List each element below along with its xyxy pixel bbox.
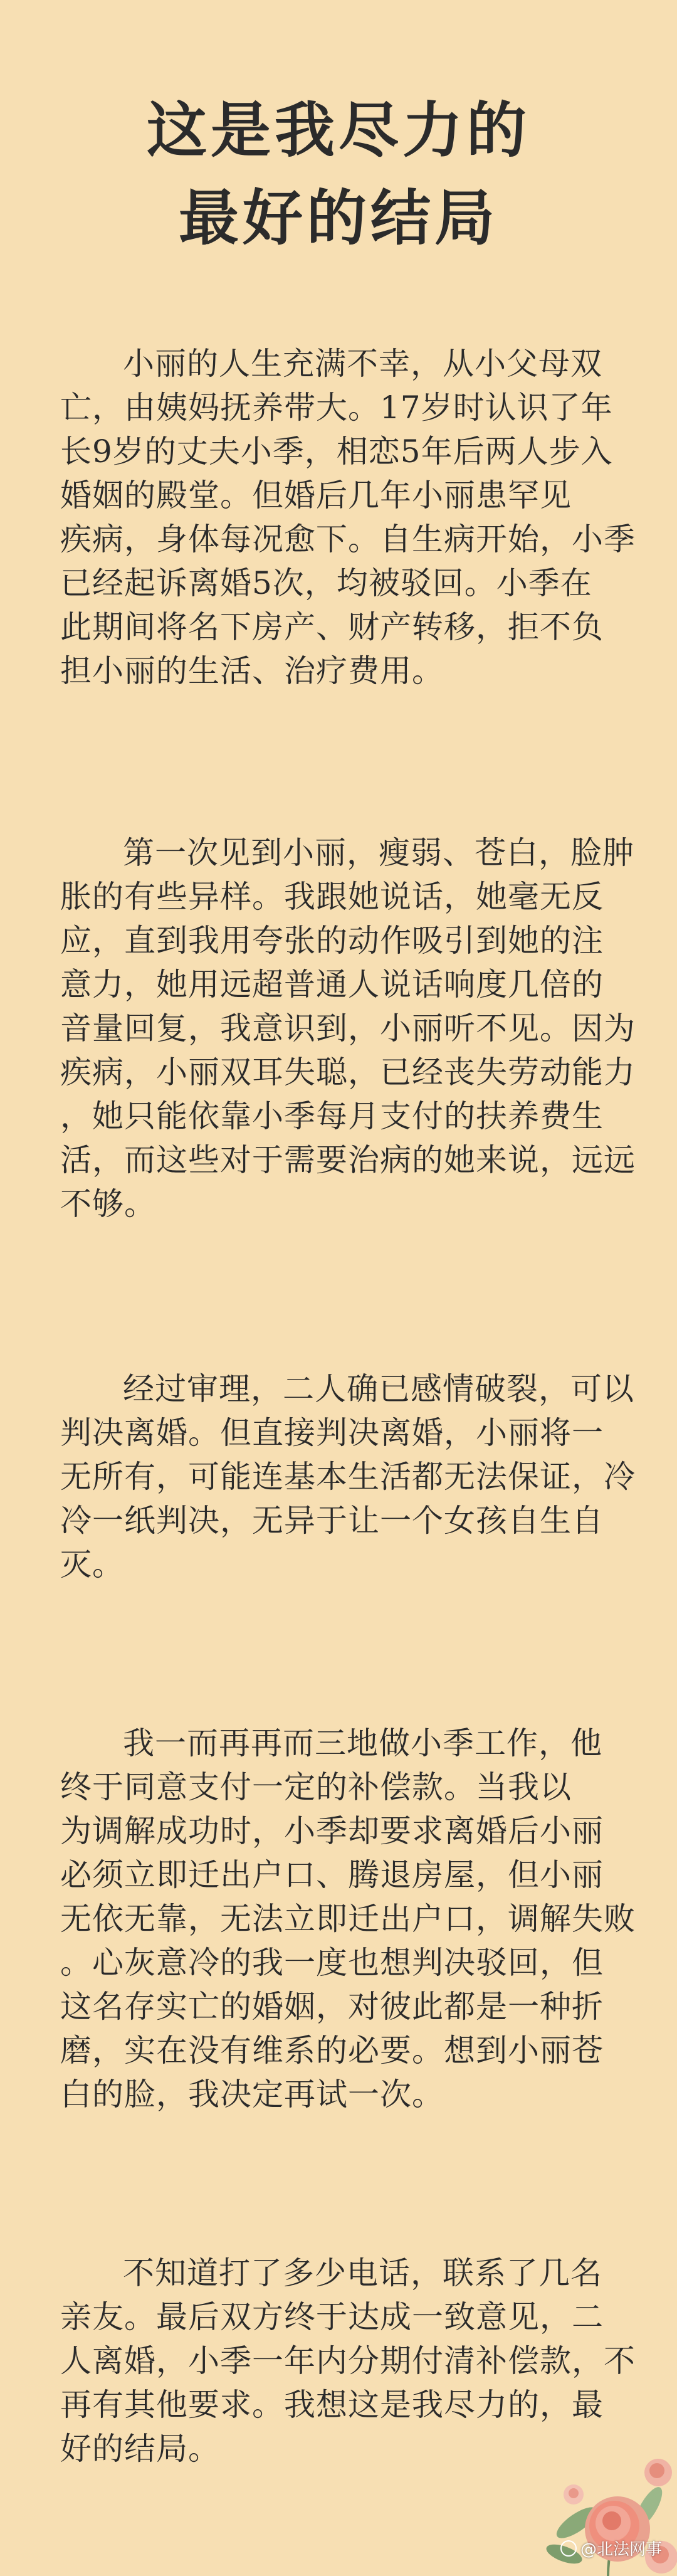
paragraph-line: 判决离婚。但直接判决离婚，小丽将一	[60, 1415, 604, 1451]
paragraph-1	[60, 342, 636, 693]
paragraph-line: 音量回复，我意识到，小丽听不见。因为	[60, 1010, 636, 1047]
paragraph-line: 此期间将名下房产、财产转移，拒不负	[60, 609, 604, 645]
paragraph-line: 不够。	[60, 1186, 156, 1222]
paragraph-line: 白的脸，我决定再试一次。	[60, 2076, 444, 2113]
weibo-logo-icon	[560, 2540, 577, 2557]
paragraph-line: 这名存实亡的婚姻，对彼此都是一种折	[60, 1988, 604, 2025]
paragraph-5	[60, 2251, 636, 2471]
paragraph-line: 无依无靠，无法立即迁出户口，调解失败	[60, 1901, 636, 1937]
watermark-text: @北法网事	[580, 2540, 662, 2559]
paragraph-4	[60, 1721, 636, 2116]
paragraph-line: 人离婚，小季一年内分期付清补偿款，不	[60, 2343, 636, 2379]
paragraph-3	[60, 1367, 636, 1586]
title-line-1: 这是我尽力的	[147, 95, 530, 166]
paragraph-line: 亡，由姨妈抚养带大。17岁时认识了年	[60, 389, 613, 426]
paragraph-line: 好的结局。	[60, 2431, 220, 2467]
watermark	[560, 2536, 662, 2560]
paragraph-line: 我一而再再而三地做小季工作，他	[123, 1725, 602, 1761]
paragraph-line: 冷一纸判决，无异于让一个女孩自生自	[60, 1502, 604, 1539]
paragraph-line: 疾病，身体每况愈下。自生病开始，小季	[60, 521, 636, 557]
paragraph-line: 灭。	[60, 1546, 124, 1583]
title-line-2: 最好的结局	[179, 183, 498, 253]
paragraph-line: 再有其他要求。我想这是我尽力的，最	[60, 2387, 604, 2423]
paragraph-line: 胀的有些异样。我跟她说话，她毫无反	[60, 879, 604, 915]
paragraph-line: 。心灰意冷的我一度也想判决驳回，但	[60, 1945, 604, 1981]
paragraph-line: 已经起诉离婚5次，均被驳回。小季在	[60, 565, 592, 601]
paragraph-line: 疾病，小丽双耳失聪，已经丧失劳动能力	[60, 1054, 636, 1090]
paragraph-line: 小丽的人生充满不幸，从小父母双	[123, 346, 602, 382]
paragraph-2	[60, 831, 636, 1226]
paragraph-line: 亲友。最后双方终于达成一致意见，二	[60, 2299, 604, 2335]
paragraph-line: 意力，她用远超普通人说话响度几倍的	[60, 966, 604, 1003]
paragraph-line: 不知道打了多少电话，联系了几名	[123, 2255, 602, 2291]
paragraph-line: 应，直到我用夸张的动作吸引到她的注	[60, 922, 604, 959]
paragraph-line: 活，而这些对于需要治病的她来说，远远	[60, 1142, 636, 1178]
paragraph-line: 经过审理，二人确已感情破裂，可以	[123, 1371, 634, 1407]
paragraph-line: 长9岁的丈夫小季，相恋5年后两人步入	[60, 433, 613, 470]
paragraph-line: 担小丽的生活、治疗费用。	[60, 653, 444, 689]
paragraph-line: 第一次见到小丽，瘦弱、苍白，脸肿	[123, 835, 634, 871]
paragraph-line: 磨，实在没有维系的必要。想到小丽苍	[60, 2032, 604, 2069]
paragraph-line: 必须立即迁出户口、腾退房屋，但小丽	[60, 1857, 604, 1893]
paragraph-line: 无所有，可能连基本生活都无法保证，冷	[60, 1459, 636, 1495]
paragraph-line: 婚姻的殿堂。但婚后几年小丽患罕见	[60, 477, 572, 514]
paragraph-line: 为调解成功时，小季却要求离婚后小丽	[60, 1813, 604, 1849]
paragraph-line: 终于同意支付一定的补偿款。当我以	[60, 1769, 572, 1805]
paragraph-line: ，她只能依靠小季每月支付的扶养费生	[60, 1098, 604, 1134]
